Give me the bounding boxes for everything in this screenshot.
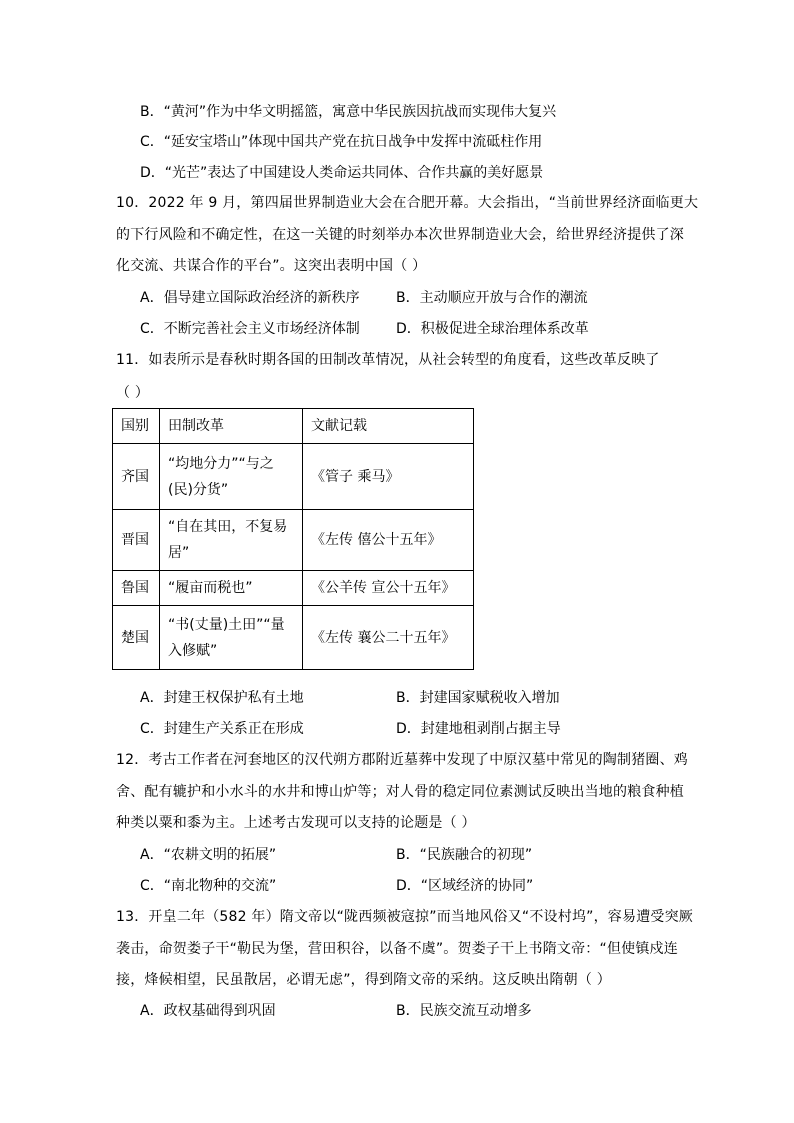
- q13-stem-line2: 袭击，命贺娄子干“勒民为堡，营田积谷，以备不虞”。贺娄子干上书隋文帝：“但使镇戍连: [116, 941, 678, 957]
- q13-option-a: A．政权基础得到巩固: [140, 1003, 276, 1019]
- table-cell: “自在其田，不复易居”: [160, 510, 303, 571]
- q12-option-b: B．“民族融合的初现”: [396, 847, 533, 863]
- q12-stem-line2: 舍、配有辘护和小水斗的水井和博山炉等；对人骨的稳定同位素测试反映出当地的粮食种植: [116, 784, 684, 800]
- table-header-cell: 田制改革: [160, 409, 303, 444]
- q10-stem-line2: 的下行风险和不确定性，在这一关键的时刻举办本次世界制造业大会，给世界经济提供了深: [116, 227, 684, 243]
- q10-option-b: B．主动顺应开放与合作的潮流: [396, 290, 588, 306]
- q9-option-c: C．“延安宝塔山”体现中国共产党在抗日战争中发挥中流砥柱作用: [140, 134, 543, 150]
- q11-option-b: B．封建国家赋税收入增加: [396, 690, 560, 706]
- q9-option-b: B．“黄河”作为中华文明摇篮，寓意中华民族因抗战而实现伟大复兴: [140, 104, 557, 120]
- table-cell: 晋国: [113, 510, 160, 571]
- q11-stem-line2: （ ）: [116, 385, 150, 401]
- table-cell: “书(丈量)土田”“量入修赋”: [160, 606, 303, 670]
- table-cell: 《管子 乘马》: [303, 444, 474, 510]
- table-header-row: [113, 409, 474, 444]
- table-row: [113, 510, 474, 571]
- q10-option-c: C．不断完善社会主义市场经济体制: [140, 321, 360, 337]
- land-reform-table: [112, 408, 474, 670]
- q10-stem-line1: 10．2022 年 9 月，第四届世界制造业大会在合肥开幕。大会指出，“当前世界经济面临更大: [116, 195, 699, 211]
- table-header-cell: 文献记载: [303, 409, 474, 444]
- q13-stem-line3: 接，烽候相望，民虽散居，必谓无虑”，得到隋文帝的采纳。这反映出隋朝（ ）: [116, 972, 611, 988]
- table-cell: 楚国: [113, 606, 160, 670]
- q10-stem-line3: 化交流、共谋合作的平台”。这突出表明中国（ ）: [116, 258, 427, 274]
- q13-stem-line1: 13．开皇二年（582 年）隋文帝以“陇西频被寇掠”而当地风俗又“不设村坞”，容易遭受突厥: [116, 909, 693, 925]
- table-cell: 《左传 僖公十五年》: [303, 510, 474, 571]
- table-cell: 《公羊传 宣公十五年》: [303, 571, 474, 606]
- table-header-cell: 国别: [113, 409, 160, 444]
- table-cell: 鲁国: [113, 571, 160, 606]
- q11-stem-line1: 11．如表所示是春秋时期各国的田制改革情况，从社会转型的角度看，这些改革反映了: [116, 352, 660, 368]
- q13-option-b: B．民族交流互动增多: [396, 1003, 532, 1019]
- table-cell: “履亩而税也”: [160, 571, 303, 606]
- q12-stem-line1: 12．考古工作者在河套地区的汉代朔方郡附近墓葬中发现了中原汉墓中常见的陶制猪圈、鸡: [116, 752, 689, 768]
- q11-option-d: D．封建地租剥削占据主导: [396, 721, 561, 737]
- table-cell: 齐国: [113, 444, 160, 510]
- q12-option-d: D．“区域经济的协同”: [396, 878, 534, 894]
- q10-option-a: A．倡导建立国际政治经济的新秩序: [140, 290, 360, 306]
- q10-option-d: D．积极促进全球治理体系改革: [396, 321, 589, 337]
- table-row: [113, 571, 474, 606]
- q12-option-a: A．“农耕文明的拓展”: [140, 847, 277, 863]
- q11-option-c: C．封建生产关系正在形成: [140, 721, 304, 737]
- table-row: [113, 444, 474, 510]
- table-cell: 《左传 襄公二十五年》: [303, 606, 474, 670]
- q11-option-a: A．封建王权保护私有土地: [140, 690, 304, 706]
- table-cell: “均地分力”“与之(民)分货”: [160, 444, 303, 510]
- table-row: [113, 606, 474, 670]
- q9-option-d: D．“光芒”表达了中国建设人类命运共同体、合作共赢的美好愿景: [140, 165, 544, 181]
- q12-option-c: C．“南北物种的交流”: [140, 878, 277, 894]
- q12-stem-line3: 种类以粟和黍为主。上述考古发现可以支持的论题是（ ）: [116, 815, 476, 831]
